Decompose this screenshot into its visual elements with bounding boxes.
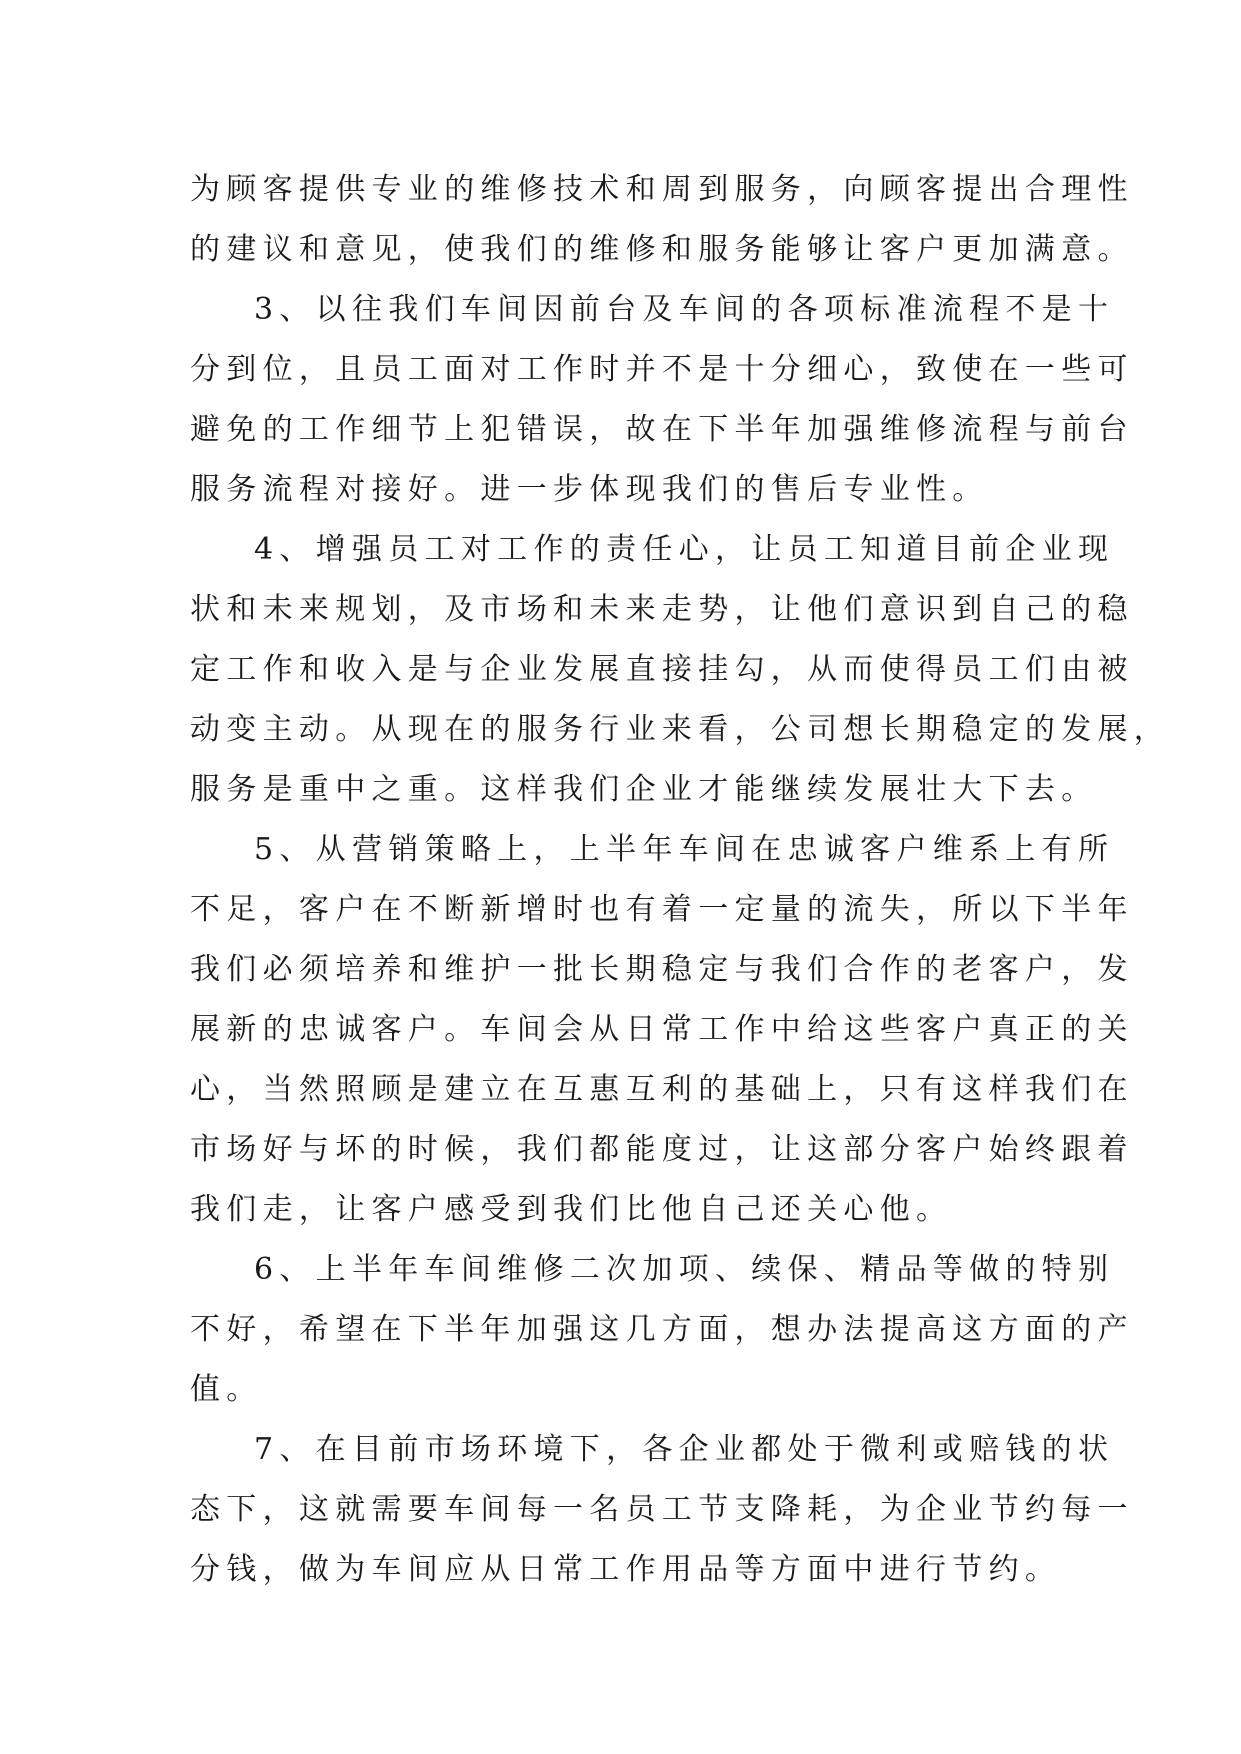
text-line: 状和未来规划，及市场和未来走势，让他们意识到自己的稳	[190, 592, 1134, 627]
text-line: 分到位，且员工面对工作时并不是十分细心，致使在一些可	[190, 352, 1134, 387]
document-body	[190, 160, 1171, 1600]
text-line: 服务是重中之重。这样我们企业才能继续发展壮大下去。	[190, 772, 1098, 807]
text-line: 心，当然照顾是建立在互惠互利的基础上，只有这样我们在	[190, 1072, 1134, 1107]
text-line: 我们必须培养和维护一批长期稳定与我们合作的老客户，发	[190, 952, 1134, 987]
text-line: 展新的忠诚客户。车间会从日常工作中给这些客户真正的关	[190, 1012, 1134, 1047]
paragraph-3-start: 3、以往我们车间因前台及车间的各项标准流程不是十	[254, 292, 1115, 327]
text-line: 为顾客提供专业的维修技术和周到服务，向顾客提出合理性	[190, 172, 1134, 207]
text-line: 动变主动。从现在的服务行业来看，公司想长期稳定的发展，	[190, 712, 1171, 747]
text-line: 不足，客户在不断新增时也有着一定量的流失，所以下半年	[190, 892, 1134, 927]
text-line: 态下，这就需要车间每一名员工节支降耗，为企业节约每一	[190, 1492, 1134, 1527]
text-line: 的建议和意见，使我们的维修和服务能够让客户更加满意。	[190, 232, 1134, 267]
text-line: 分钱，做为车间应从日常工作用品等方面中进行节约。	[190, 1552, 1062, 1587]
text-line: 值。	[190, 1372, 263, 1407]
paragraph-5-start: 5、从营销策略上，上半年车间在忠诚客户维系上有所	[254, 832, 1115, 867]
text-line: 服务流程对接好。进一步体现我们的售后专业性。	[190, 472, 989, 507]
text-line: 避免的工作细节上犯错误，故在下半年加强维修流程与前台	[190, 412, 1134, 447]
text-line: 我们走，让客户感受到我们比他自己还关心他。	[190, 1192, 953, 1227]
text-line: 定工作和收入是与企业发展直接挂勾，从而使得员工们由被	[190, 652, 1134, 687]
text-line: 市场好与坏的时候，我们都能度过，让这部分客户始终跟着	[190, 1132, 1134, 1167]
paragraph-4-start: 4、增强员工对工作的责任心，让员工知道目前企业现	[254, 532, 1115, 567]
paragraph-7-start: 7、在目前市场环境下，各企业都处于微利或赔钱的状	[254, 1432, 1115, 1467]
text-line: 不好，希望在下半年加强这几方面，想办法提高这方面的产	[190, 1312, 1134, 1347]
paragraph-6-start: 6、上半年车间维修二次加项、续保、精品等做的特别	[254, 1252, 1115, 1287]
